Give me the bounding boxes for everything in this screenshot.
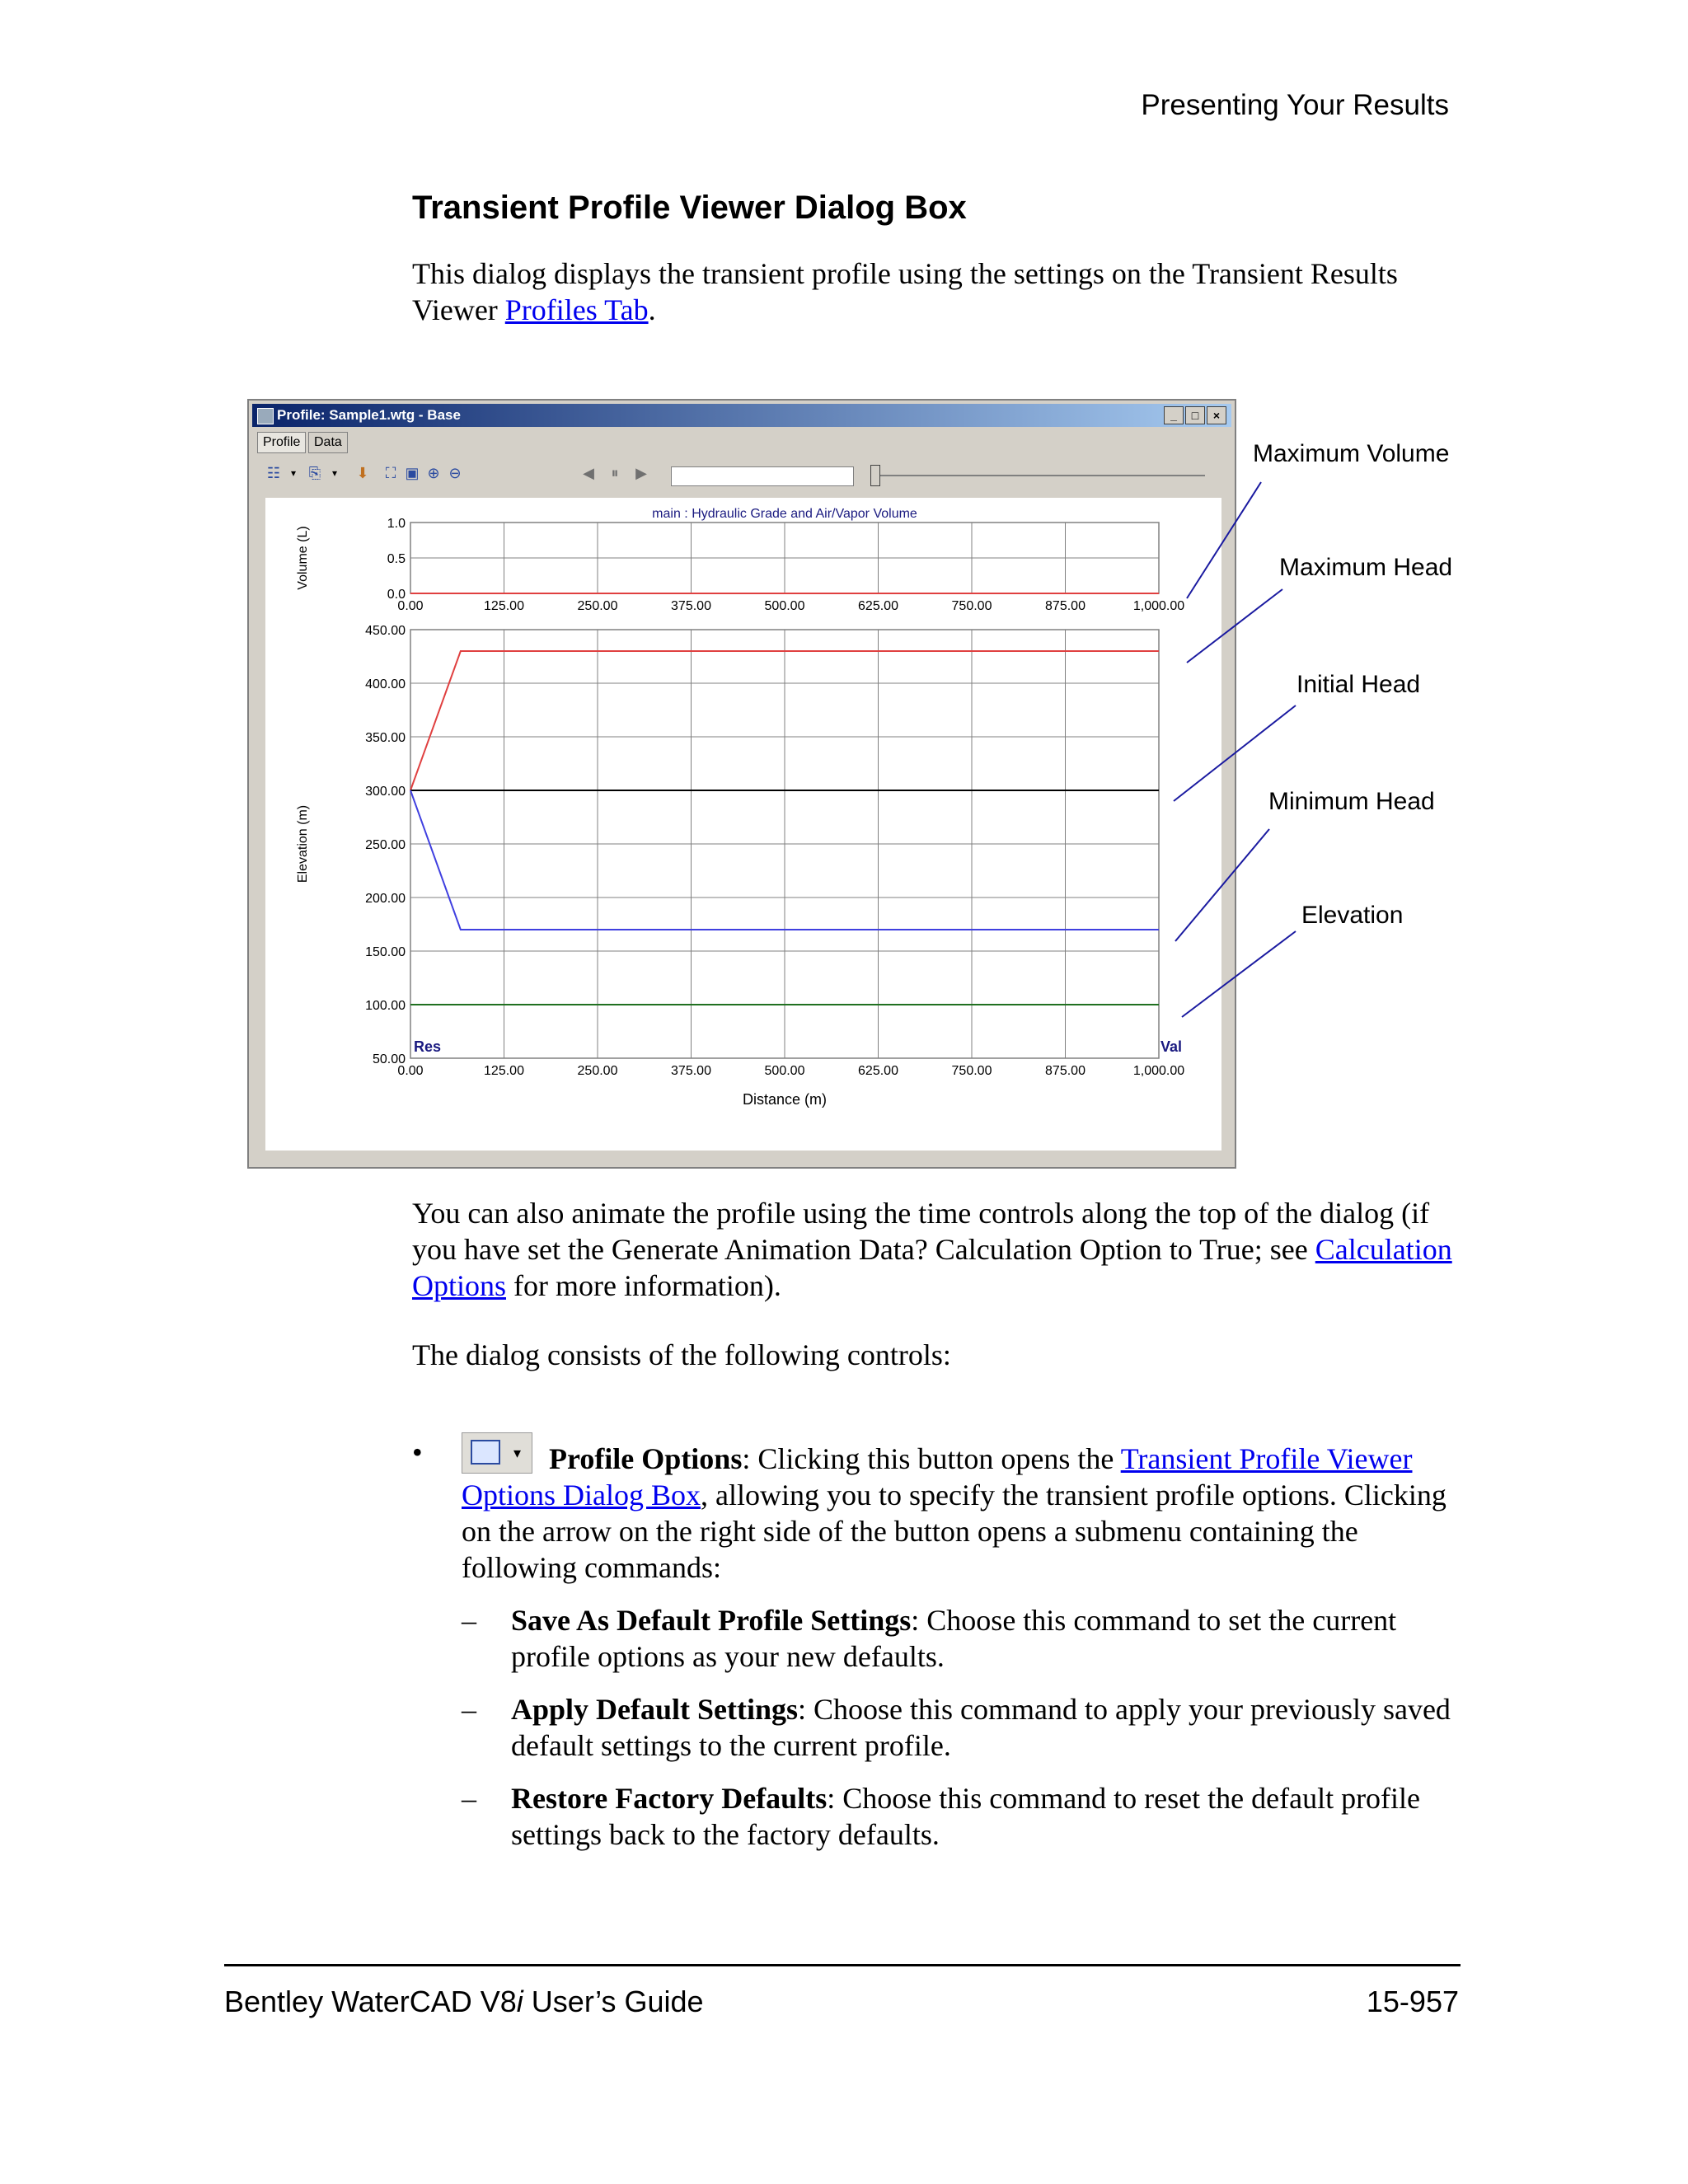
save-default-term: Save As Default Profile Settings <box>511 1604 912 1637</box>
profile-options-term: Profile Options <box>549 1442 743 1475</box>
profile-options-icon[interactable]: ☷ <box>266 465 281 481</box>
maximize-button[interactable]: □ <box>1185 406 1205 424</box>
y-tick-label: 1.0 <box>387 517 406 531</box>
rewind-icon[interactable]: ◀ <box>583 465 594 481</box>
controls-intro: The dialog consists of the following controls: <box>412 1338 951 1371</box>
pause-icon[interactable]: ⏸ <box>611 465 619 481</box>
dash-marker: – <box>462 1693 476 1726</box>
x-tick-label: 375.00 <box>671 599 711 613</box>
export-icon[interactable]: ⎘ <box>308 465 321 481</box>
callout-maximum-head: Maximum Head <box>1279 554 1453 581</box>
zoom-out-icon[interactable]: ⊖ <box>448 465 462 481</box>
list-item <box>412 1780 1467 1853</box>
y-axis-label: Elevation (m) <box>296 804 310 883</box>
animation-text: You can also animate the profile using the time controls along the top of the dialog (if you have set the Generate Animation Data? Calculation Option to True; see <box>412 1197 1430 1266</box>
page-number: 15-957 <box>1366 1985 1459 2018</box>
x-tick-label: 1,000.00 <box>1132 599 1185 613</box>
y-tick-label: 400.00 <box>365 677 406 691</box>
section-title: Transient Profile Viewer Dialog Box <box>412 190 967 226</box>
x-axis-label: Distance (m) <box>742 1091 828 1108</box>
play-icon[interactable]: ▶ <box>635 465 647 481</box>
zoom-window-icon[interactable]: ▣ <box>405 465 420 481</box>
callout-minimum-head: Minimum Head <box>1268 788 1435 815</box>
x-tick-label: 0.00 <box>397 1064 424 1078</box>
leader-initial-head <box>1174 705 1296 801</box>
y-tick-label: 0.0 <box>387 588 406 602</box>
running-header: Presenting Your Results <box>1141 89 1449 121</box>
x-tick-label: 875.00 <box>1045 599 1085 613</box>
leader-max-volume <box>1187 482 1261 598</box>
leader-max-head <box>1187 589 1282 663</box>
callout-maximum-volume: Maximum Volume <box>1253 440 1450 467</box>
bullet-marker: • <box>412 1436 423 1469</box>
calculation-options-link[interactable]: Calculation Options <box>412 1233 1452 1302</box>
x-tick-label: 500.00 <box>764 599 805 613</box>
restore-factory-text: : Choose this command to reset the default profile settings back to the factory defaults. <box>511 1782 1421 1851</box>
x-tick-label: 125.00 <box>484 599 524 613</box>
x-tick-label: 125.00 <box>484 1064 524 1078</box>
y-tick-label: 300.00 <box>365 785 406 799</box>
y-axis-label: Volume (L) <box>296 526 310 590</box>
zoom-extents-icon[interactable]: ⛶ <box>385 465 396 481</box>
y-tick-label: 350.00 <box>365 731 406 745</box>
x-tick-label: 750.00 <box>951 599 992 613</box>
x-tick-label: 750.00 <box>951 1064 992 1078</box>
chart-title: main : Hydraulic Grade and Air/Vapor Volume <box>652 507 917 521</box>
x-tick-label: 500.00 <box>764 1064 805 1078</box>
x-tick-label: 1,000.00 <box>1132 1064 1185 1078</box>
tab-profile[interactable]: Profile <box>257 432 306 453</box>
y-tick-label: 200.00 <box>365 892 406 906</box>
apply-default-text: : Choose this command to apply your previously saved default settings to the current profile. <box>511 1693 1451 1762</box>
profile-options-button-icon: ▾ <box>462 1432 532 1474</box>
profile-options-dropdown-icon[interactable]: ▾ <box>290 467 297 479</box>
intro-text-end: . <box>648 293 656 326</box>
options-dialog-link[interactable]: Transient Profile Viewer Options Dialog Box <box>462 1442 1413 1511</box>
tab-data[interactable]: Data <box>308 432 348 453</box>
print-icon[interactable]: ⬇ <box>356 465 369 481</box>
y-tick-label: 250.00 <box>365 838 406 852</box>
x-tick-label: 625.00 <box>858 599 898 613</box>
animation-text-end: for more information). <box>506 1269 781 1302</box>
list-item <box>412 1418 1467 1586</box>
leader-min-head <box>1175 829 1269 941</box>
intro-text: This dialog displays the transient profile using the settings on the Transient Results Viewer <box>412 257 1398 326</box>
start-node-label: Res <box>414 1038 442 1055</box>
leader-elevation <box>1182 931 1296 1017</box>
controls-list <box>412 1418 1467 1853</box>
minimize-button[interactable]: _ <box>1164 406 1184 424</box>
callout-initial-head: Initial Head <box>1296 671 1421 698</box>
y-tick-label: 150.00 <box>365 945 406 959</box>
x-tick-label: 625.00 <box>858 1064 898 1078</box>
x-tick-label: 0.00 <box>397 599 424 613</box>
close-button[interactable]: × <box>1207 406 1226 424</box>
callout-elevation: Elevation <box>1301 902 1404 929</box>
dialog-title: Profile: Sample1.wtg - Base <box>277 407 461 423</box>
x-tick-label: 250.00 <box>577 1064 618 1078</box>
zoom-in-icon[interactable]: ⊕ <box>427 465 440 481</box>
y-tick-label: 0.5 <box>387 552 406 566</box>
end-node-label: Val <box>1160 1038 1183 1055</box>
y-tick-label: 450.00 <box>365 624 406 638</box>
bullet-text: : Clicking this button opens the <box>742 1442 1121 1475</box>
list-item <box>412 1602 1467 1675</box>
export-dropdown-icon[interactable]: ▾ <box>331 467 338 479</box>
dash-marker: – <box>462 1782 476 1815</box>
profiles-tab-link[interactable]: Profiles Tab <box>504 293 649 326</box>
x-tick-label: 250.00 <box>577 599 618 613</box>
x-tick-label: 375.00 <box>671 1064 711 1078</box>
footer-rule <box>224 1964 1461 1966</box>
list-item <box>412 1691 1467 1764</box>
x-tick-label: 875.00 <box>1045 1064 1085 1078</box>
y-tick-label: 50.00 <box>372 1052 406 1066</box>
restore-factory-term: Restore Factory Defaults <box>511 1782 828 1815</box>
apply-default-term: Apply Default Settings <box>511 1693 799 1726</box>
y-tick-label: 100.00 <box>365 999 406 1013</box>
save-default-text: : Choose this command to set the current profile options as your new defaults. <box>511 1604 1397 1673</box>
dash-marker: – <box>462 1604 476 1637</box>
animation-paragraph <box>412 1195 1459 1304</box>
bullet-text-end: , allowing you to specify the transient profile options. Clicking on the arrow on the right side of the button opens a submenu containing the following commands: <box>462 1479 1447 1584</box>
footer-book-title: Bentley WaterCAD V8i User’s Guide <box>224 1985 704 2018</box>
